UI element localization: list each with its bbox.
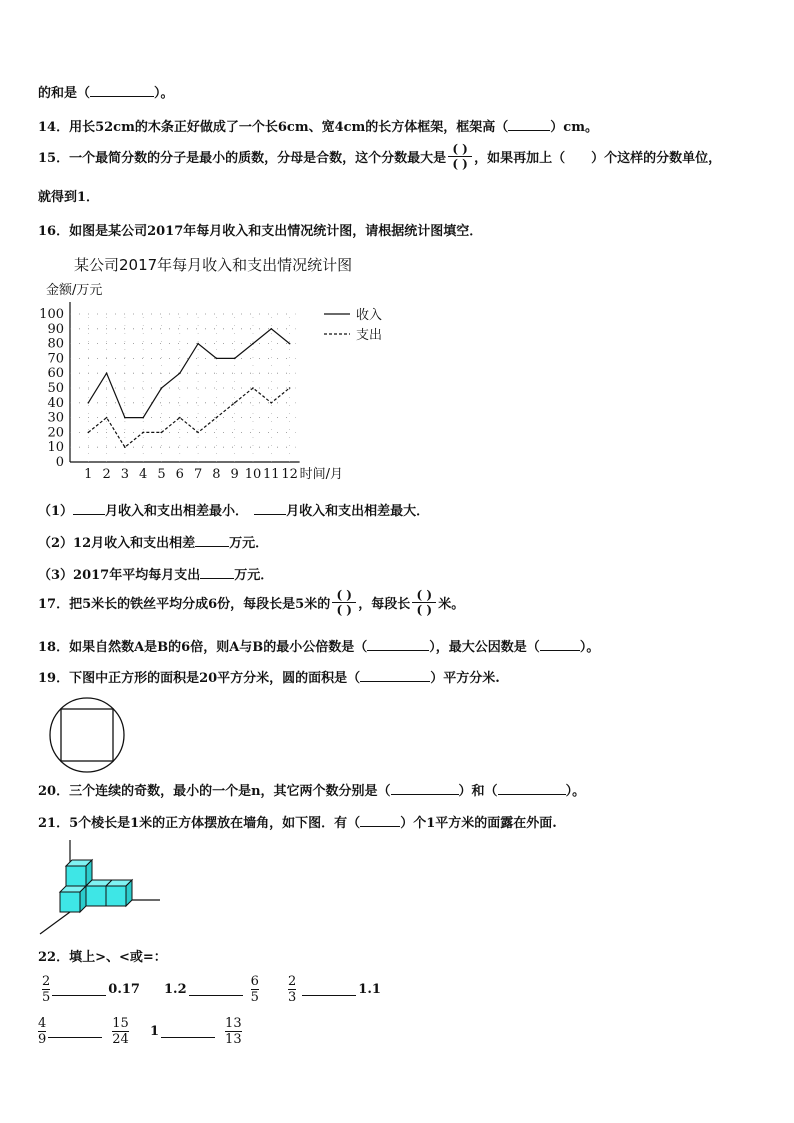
q22-fraction [112, 1016, 129, 1047]
q13-tail [38, 82, 174, 101]
q16-sub3-blank[interactable] [200, 566, 234, 579]
question-16: 16．如图是某公司2017年每月收入和支出情况统计图，请根据统计图填空． [38, 224, 483, 239]
line-chart [36, 280, 396, 485]
x-tick-label: 12 [281, 467, 298, 482]
q22-fraction [42, 974, 50, 1005]
data-point [197, 432, 199, 434]
q15-fraction[interactable] [448, 142, 472, 171]
q20-text-3: ）。 [565, 784, 586, 799]
question-18 [38, 636, 599, 655]
y-tick-label: 40 [47, 395, 64, 411]
x-tick-label: 1 [84, 467, 93, 482]
q15-frac-num: ( ) [452, 142, 468, 156]
q22-r1i1-den: 5 [42, 990, 51, 1005]
q13-text-after: ）。 [154, 86, 174, 101]
q15-frac-den: ( ) [452, 157, 468, 171]
q22-r1i1-right: 0.17 [108, 982, 140, 997]
q16-sub2-blank[interactable] [195, 534, 229, 547]
q18-text: 18．如果自然数A是B的6倍，则A与B的最小公倍数是（ [38, 640, 368, 655]
data-point [289, 387, 291, 389]
q22-row1-item1 [42, 974, 140, 1005]
q22-r2i1-rnum: 15 [112, 1016, 129, 1031]
q16-sub3-text: （3）2017年平均每月支出 [38, 568, 201, 583]
q19-blank[interactable] [360, 669, 430, 682]
q17-text: 17．把5米长的铁丝平均分成6份，每段长是5米的 [38, 597, 331, 612]
q14-text: 14．用长52cm的木条正好做成了一个长6cm、宽4cm的长方体框架，框架高（ [38, 120, 509, 135]
q22-row1-item2 [164, 974, 259, 1005]
q22-r1i2-den: 5 [250, 990, 259, 1005]
legend-label: 支出 [356, 328, 383, 343]
q18-blank-1[interactable] [367, 638, 429, 651]
question-20 [38, 780, 585, 799]
data-point [216, 417, 218, 419]
data-point [271, 328, 273, 330]
q16-sub3 [38, 564, 273, 583]
q22-r1i3-right: 1.1 [358, 982, 381, 997]
question-21 [38, 812, 557, 831]
q13-blank[interactable] [90, 84, 154, 97]
y-tick-label: 60 [47, 366, 64, 382]
y-tick-label: 0 [55, 455, 64, 470]
circle-square-figure [46, 694, 128, 776]
cube-front-face [86, 886, 106, 906]
y-tick-label: 90 [47, 321, 64, 337]
q14-text-after: ）cm。 [550, 120, 598, 135]
data-point [161, 387, 163, 389]
q13-text: 的和是（ [38, 86, 91, 101]
q17-frac2-num: ( ) [416, 588, 433, 602]
x-tick-label: 6 [175, 467, 184, 482]
q22-row1-item3 [288, 974, 381, 1005]
q22-row2-item1 [38, 1016, 129, 1047]
q20-text: 20．三个连续的奇数，最小的一个是n，其它两个数分别是（ [38, 784, 391, 799]
q22-r1i1-num: 2 [42, 974, 51, 989]
q16-sub3-unit: 万元． [234, 568, 274, 583]
legend-label: 收入 [356, 308, 383, 323]
q16-sub2-text: （2）12月收入和支出相差 [38, 536, 196, 551]
q22-r1i2-left: 1.2 [164, 982, 187, 997]
x-tick-label: 7 [193, 467, 203, 482]
data-point [179, 417, 181, 419]
q20-blank-1[interactable] [391, 782, 459, 795]
q17-frac-den: ( ) [336, 603, 352, 617]
data-point [124, 446, 126, 448]
x-tick-label: 4 [139, 467, 148, 482]
q15-text-2: ，如果再加上（ ）个这样的分数单位， [474, 151, 722, 166]
q14-blank[interactable] [508, 118, 550, 131]
data-point [179, 372, 181, 374]
q18-blank-2[interactable] [540, 638, 580, 651]
q20-text-2: ）和（ [458, 784, 498, 799]
question-15 [38, 142, 721, 171]
q18-text-2: ），最大公因数是（ [429, 640, 540, 655]
q17-frac-num: ( ) [336, 588, 352, 602]
q16-sub1-label: （1） [38, 504, 74, 519]
x-tick-label: 5 [157, 467, 166, 482]
data-point [106, 372, 108, 374]
q22-r2i1-den: 9 [38, 1032, 47, 1047]
q18-text-3: ）。 [579, 640, 600, 655]
q16-sub1 [38, 500, 429, 519]
q16-sub1-blank-1[interactable] [73, 502, 105, 515]
q21-blank[interactable] [360, 814, 400, 827]
q20-blank-2[interactable] [498, 782, 566, 795]
data-point [289, 343, 291, 345]
q22-r1i3-den: 3 [288, 990, 297, 1005]
data-point [197, 343, 199, 345]
question-14 [38, 116, 598, 135]
chart-title: 某公司2017年每月收入和支出情况统计图 [74, 256, 353, 274]
y-tick-label: 70 [47, 351, 64, 367]
q17-frac2-den: ( ) [416, 603, 433, 617]
q22-r2i1-num: 4 [38, 1016, 47, 1031]
data-point [252, 343, 254, 345]
y-axis-label: 金额/万元 [46, 283, 103, 298]
y-tick-label: 10 [47, 440, 64, 456]
q17-fraction-2[interactable] [412, 588, 436, 617]
q15-text: 15．一个最简分数的分子是最小的质数，分母是合数，这个分数最大是 [38, 151, 447, 166]
x-tick-label: 9 [230, 467, 239, 482]
cubes-corner-figure [36, 836, 166, 936]
q22-fraction [38, 1016, 46, 1047]
q22-fraction [225, 1016, 242, 1047]
q22-r2i2-num: 13 [225, 1016, 242, 1031]
q16-sub1-blank-2[interactable] [254, 502, 286, 515]
data-point [88, 432, 90, 434]
q15-line2: 就得到1． [38, 190, 100, 205]
q22-r1i2-num: 6 [250, 974, 259, 989]
q16-sub2-unit: 万元． [229, 536, 269, 551]
data-point [234, 402, 236, 404]
data-point [142, 417, 144, 419]
wall-diagonal-line [40, 912, 70, 934]
q22-r1i1-blank[interactable] [52, 983, 106, 996]
x-tick-label: 8 [212, 467, 221, 482]
x-tick-label: 3 [120, 467, 130, 482]
q22-fraction [288, 974, 296, 1005]
q21-text: 21．5个棱长是1米的正方体摆放在墙角，如下图．有（ [38, 816, 361, 831]
q19-text-2: ）平方分米. [430, 671, 500, 686]
data-point [106, 417, 108, 419]
y-tick-label: 50 [47, 381, 64, 396]
data-point [252, 387, 254, 389]
q22-r1i3-num: 2 [288, 974, 297, 989]
q16-sub1-text: 月收入和支出相差最小． [105, 504, 249, 519]
data-point [124, 417, 126, 419]
cube-front-face [106, 886, 126, 906]
q22-r2i1-blank[interactable] [48, 1025, 102, 1038]
q17-fraction-1[interactable] [332, 588, 356, 617]
q22-r2i2-den: 13 [225, 1032, 242, 1047]
x-tick-label: 2 [102, 467, 111, 482]
data-point [271, 402, 273, 404]
inscribed-square [61, 709, 113, 761]
data-point [88, 402, 90, 404]
question-19 [38, 667, 500, 686]
q17-text-3: 米。 [438, 597, 465, 612]
q19-text: 19．下图中正方形的面积是20平方分米，圆的面积是（ [38, 671, 361, 686]
data-point [161, 432, 163, 434]
y-tick-label: 30 [47, 410, 64, 426]
q21-text-2: ）个1平方米的面露在外面. [400, 816, 557, 831]
cube-front-face [66, 866, 86, 886]
q17-text-2: ，每段长 [358, 597, 411, 612]
data-point [142, 432, 144, 434]
q16-sub1-text-2: 月收入和支出相差最大． [286, 504, 430, 519]
q22-row2-item2 [150, 1016, 242, 1047]
q22-r2i1-rden: 24 [112, 1032, 129, 1047]
question-17 [38, 588, 464, 617]
question-22: 22．填上>、<或=： [38, 950, 167, 965]
x-axis-label: 时间/月 [299, 467, 343, 482]
y-tick-label: 100 [39, 307, 64, 322]
q16-sub2 [38, 532, 268, 551]
q22-r1i2-blank[interactable] [189, 983, 243, 996]
q22-r2i2-blank[interactable] [161, 1025, 215, 1038]
data-point [216, 358, 218, 360]
y-tick-label: 80 [47, 336, 64, 352]
x-tick-label: 10 [244, 467, 262, 482]
y-tick-label: 20 [47, 425, 64, 441]
cube-group [60, 860, 132, 912]
q22-r2i2-left: 1 [150, 1024, 160, 1039]
q22-fraction [251, 974, 259, 1005]
q22-r1i3-blank[interactable] [302, 983, 356, 996]
data-point [234, 358, 236, 360]
cube-front-face [60, 892, 80, 912]
x-tick-label: 11 [263, 467, 280, 482]
